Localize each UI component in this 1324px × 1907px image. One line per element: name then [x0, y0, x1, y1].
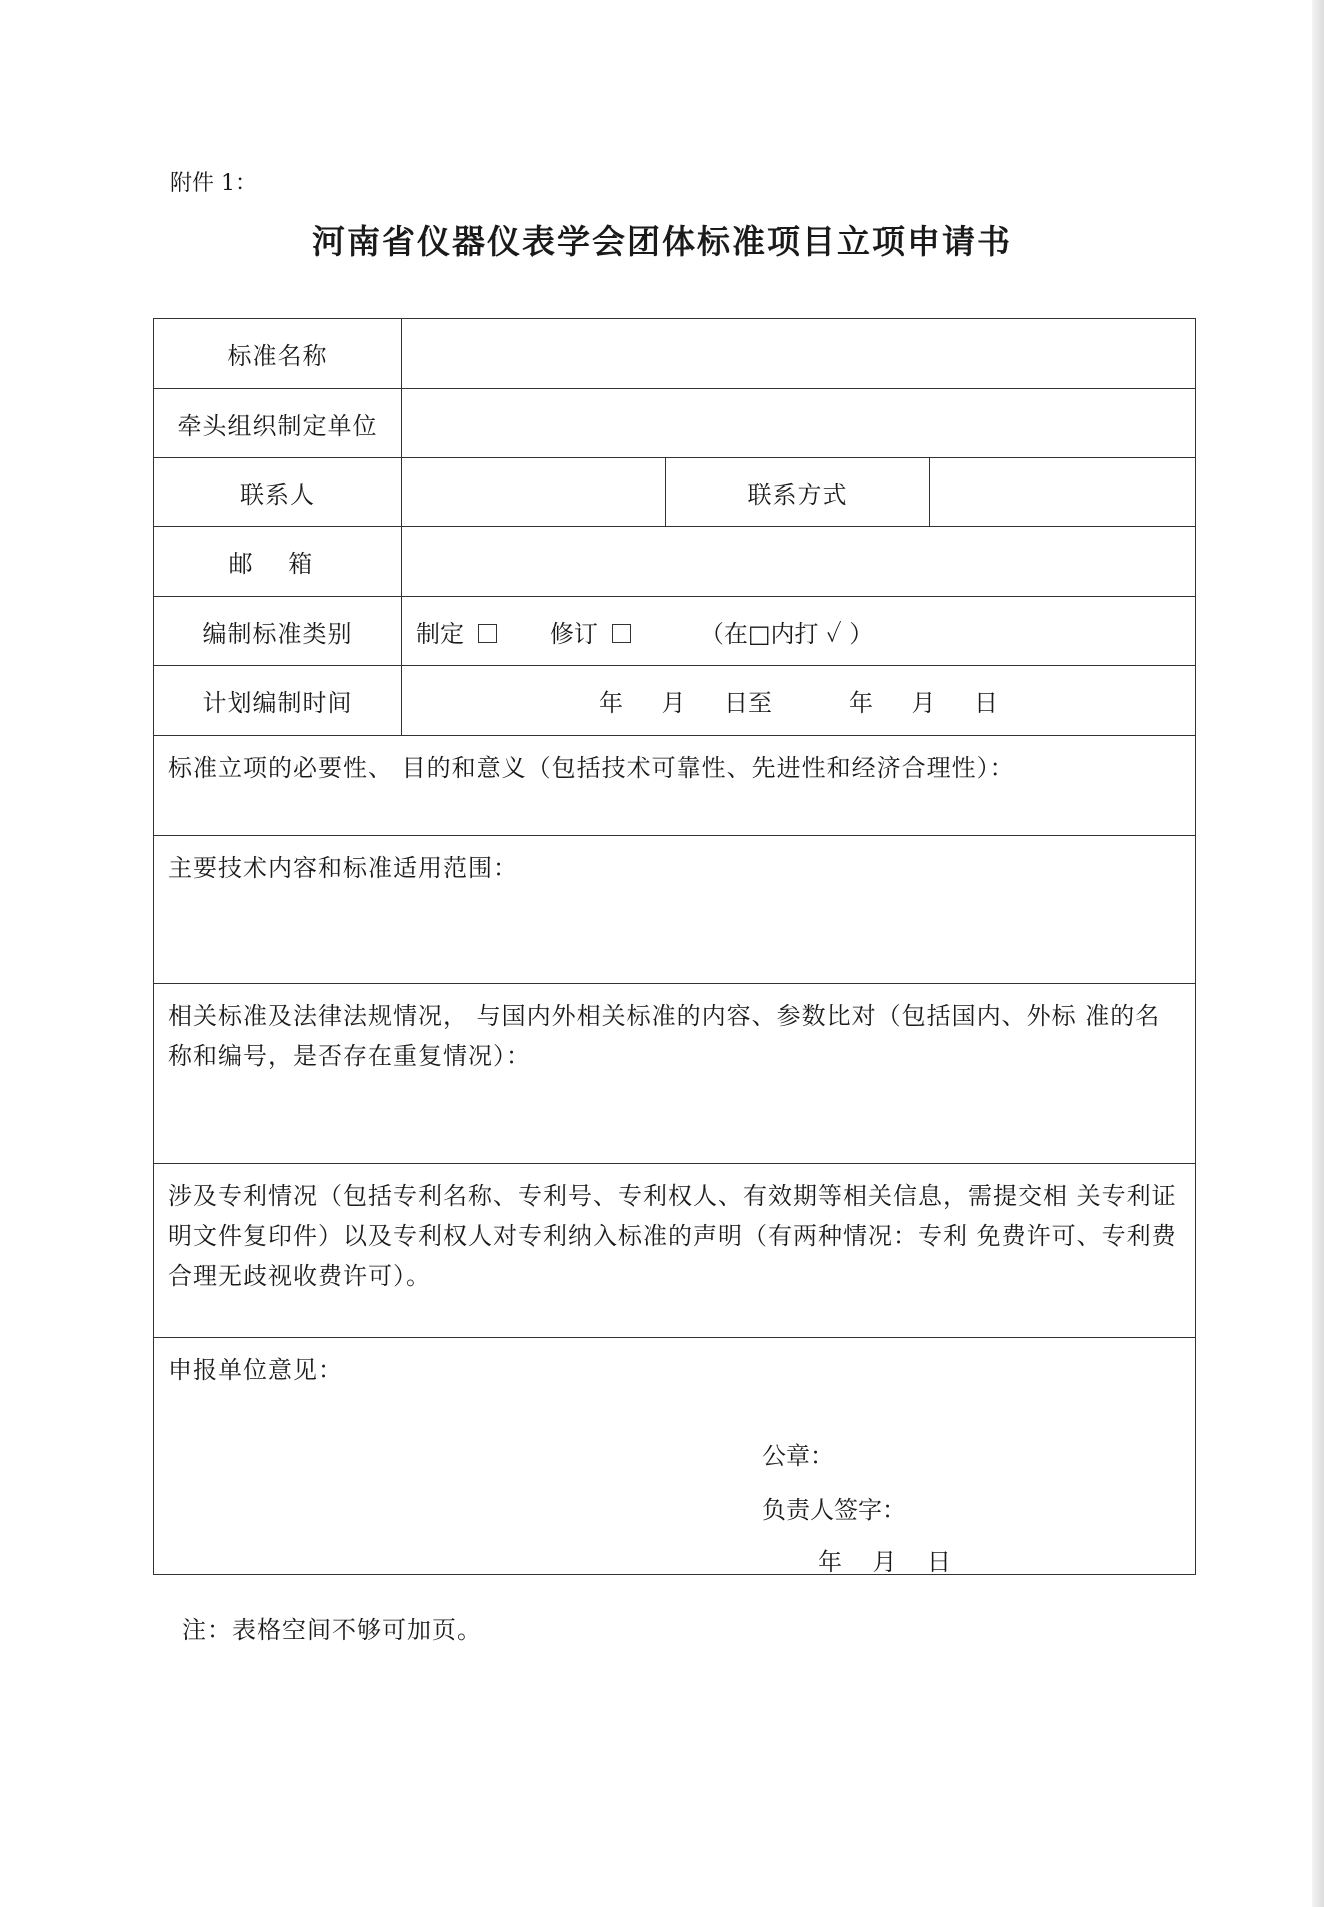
scope-section[interactable]: 主要技术内容和标准适用范围：	[154, 836, 1196, 984]
standard-name-label: 标准名称	[154, 319, 402, 389]
related-standards-section[interactable]: 相关标准及法律法规情况， 与国内外相关标准的内容、参数比对（包括国内、外标 准的名称和编号，是否存在重复情况）：	[154, 984, 1196, 1164]
contact-method-label: 联系方式	[666, 458, 930, 527]
lead-unit-field[interactable]	[402, 389, 1196, 458]
category-options	[402, 597, 1196, 666]
necessity-section[interactable]: 标准立项的必要性、 目的和意义（包括技术可靠性、先进性和经济合理性）：	[154, 736, 1196, 836]
row-related	[154, 984, 1196, 1164]
row-lead-unit	[154, 389, 1196, 458]
email-label: 邮 箱	[154, 527, 402, 597]
patent-section[interactable]: 涉及专利情况（包括专利名称、专利号、专利权人、有效期等相关信息，需提交相 关专利证明文件复印件）以及专利权人对专利纳入标准的声明（有两种情况：专利 免费许可、专利费合理无歧视收费许可）。	[154, 1164, 1196, 1338]
email-field[interactable]	[402, 527, 1196, 597]
row-patent	[154, 1164, 1196, 1338]
opinion-section[interactable]	[154, 1338, 1196, 1575]
contact-person-field[interactable]	[402, 458, 666, 527]
row-plan-time	[154, 666, 1196, 736]
opinion-date: 年 月 日	[818, 1548, 952, 1576]
standard-name-field[interactable]	[402, 319, 1196, 389]
option-revise-checkbox[interactable]	[612, 624, 631, 643]
row-contact	[154, 458, 1196, 527]
document-title: 河南省仪器仪表学会团体标准项目立项申请书	[312, 222, 1012, 261]
opinion-label: 申报单位意见：	[168, 1356, 343, 1384]
plan-time-field[interactable]: 年 月 日至 年 月 日	[402, 666, 1196, 736]
row-scope	[154, 836, 1196, 984]
contact-person-label: 联系人	[154, 458, 402, 527]
footer-note: 注：表格空间不够可加页。	[182, 1616, 482, 1644]
application-form-table	[153, 318, 1196, 1575]
plan-time-label: 计划编制时间	[154, 666, 402, 736]
row-opinion	[154, 1338, 1196, 1575]
signature-label: 负责人签字：	[762, 1496, 906, 1524]
seal-label: 公章：	[762, 1442, 834, 1470]
row-standard-name	[154, 319, 1196, 389]
row-email	[154, 527, 1196, 597]
lead-unit-label: 牵头组织制定单位	[154, 389, 402, 458]
option-hint: （在□内打 ✓ ）	[699, 619, 874, 648]
contact-method-field[interactable]	[930, 458, 1196, 527]
row-category	[154, 597, 1196, 666]
attachment-label: 附件 1：	[170, 171, 257, 196]
row-necessity	[154, 736, 1196, 836]
option-create-label: 制定	[416, 619, 464, 648]
option-create-checkbox[interactable]	[478, 624, 497, 643]
option-revise-label: 修订	[549, 619, 598, 648]
page-edge-shadow	[1312, 0, 1324, 1907]
category-label: 编制标准类别	[154, 597, 402, 666]
